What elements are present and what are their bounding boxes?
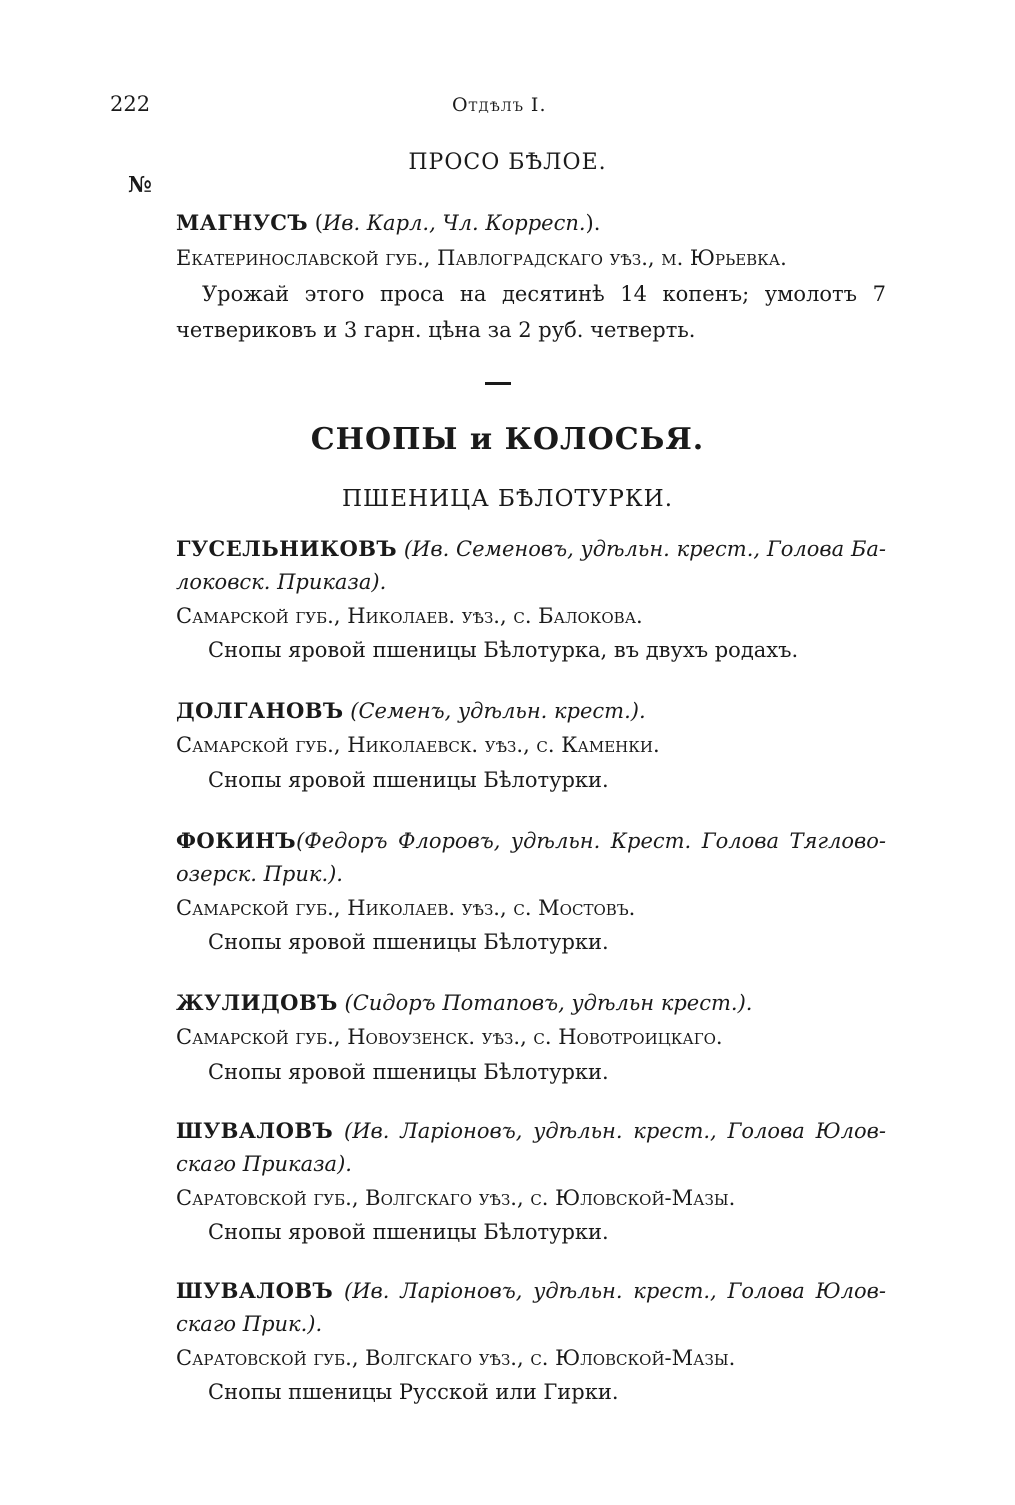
entry-heading [176, 1118, 886, 1143]
entry-address: Самарской губ., Николаевск. уѣз., с. Каменки. [176, 733, 660, 757]
entry-text: Снопы яровой пшеницы Бѣлотурки. [208, 930, 609, 954]
exhibitor-description-cont: скаго Приказа). [176, 1152, 352, 1176]
entry-text-line: Урожай этого проса на десятинѣ 14 копенъ; умолотъ 7 [202, 282, 886, 306]
entry-text: Снопы пшеницы Русской или Гирки. [208, 1380, 619, 1404]
exhibitor-description-cont: локовск. Приказа). [176, 570, 387, 594]
page-number: 222 [110, 92, 151, 116]
entry-heading [176, 698, 646, 723]
exhibitor-description: (Ив. Ларіоновъ, удѣльн. крест., Голова Юлов- [344, 1279, 886, 1303]
exhibitor-description: (Семенъ, удѣльн. крест.). [350, 699, 646, 723]
entry-heading [176, 536, 886, 561]
exhibitor-name: МАГНУСЪ [176, 210, 309, 235]
exhibitor-description-cont: озерск. Прик.). [176, 862, 343, 886]
entry-heading [176, 990, 752, 1015]
entry-address: Самарской губ., Николаев. уѣз., с. Балокова. [176, 604, 643, 628]
number-sign: № [128, 172, 152, 198]
exhibitor-name: ЖУЛИДОВЪ [176, 990, 338, 1015]
separator-rule [485, 382, 511, 385]
exhibitor-description: (Ив. Ларіоновъ, удѣльн. крест., Голова Юлов- [344, 1119, 886, 1143]
entry-heading: МАГНУСЪ (Ив. Карл., Чл. Корресп.). [176, 210, 601, 235]
entry-address: Самарской губ., Новоузенск. уѣз., с. Новотроицкаго. [176, 1025, 723, 1049]
entry-text: Снопы яровой пшеницы Бѣлотурки. [208, 1060, 609, 1084]
exhibitor-name: ГУСЕЛЬНИКОВЪ [176, 536, 398, 561]
exhibitor-description-cont: скаго Прик.). [176, 1312, 323, 1336]
entry-text: Снопы яровой пшеницы Бѣлотурки. [208, 768, 609, 792]
exhibitor-name: ШУВАЛОВЪ [176, 1278, 334, 1303]
exhibitor-name: ДОЛГАНОВЪ [176, 698, 344, 723]
entry-heading [176, 828, 886, 853]
exhibitor-description: Ив. Карл., Чл. Корресп. [322, 211, 586, 235]
entry-heading [176, 1278, 886, 1303]
entry-text: Снопы яровой пшеницы Бѣлотурки. [208, 1220, 609, 1244]
running-head: Отдѣлъ I. [452, 94, 547, 116]
entry-address: Самарской губ., Николаев. уѣз., с. Мостовъ. [176, 896, 636, 920]
exhibitor-description: (Ив. Семеновъ, удѣльн. крест., Голова Ба- [403, 537, 886, 561]
exhibitor-name: ФОКИНЪ [176, 828, 297, 853]
section-title-sheaves: СНОПЫ и КОЛОСЬЯ. [310, 422, 705, 457]
entry-text: Снопы яровой пшеницы Бѣлотурка, въ двухъ родахъ. [208, 638, 799, 662]
subsection-title-wheat: ПШЕНИЦА БѢЛОТУРКИ. [341, 486, 674, 512]
exhibitor-name: ШУВАЛОВЪ [176, 1118, 334, 1143]
exhibitor-description: (Федоръ Флоровъ, удѣльн. Крест. Голова Тяглово- [296, 829, 886, 853]
entry-address: Екатеринославской губ., Павлоградскаго уѣз., м. Юрьевка. [176, 246, 787, 270]
entry-address: Саратовской губ., Волгскаго уѣз., с. Юловской-Мазы. [176, 1346, 736, 1370]
exhibitor-description: (Сидоръ Потаповъ, удѣльн крест.). [344, 991, 753, 1015]
entry-address: Саратовской губ., Волгскаго уѣз., с. Юловской-Мазы. [176, 1186, 736, 1210]
entry-text-line: четвериковъ и 3 гарн. цѣна за 2 руб. четверть. [176, 318, 696, 342]
section-title-millet: ПРОСО БѢЛОЕ. [408, 150, 607, 175]
